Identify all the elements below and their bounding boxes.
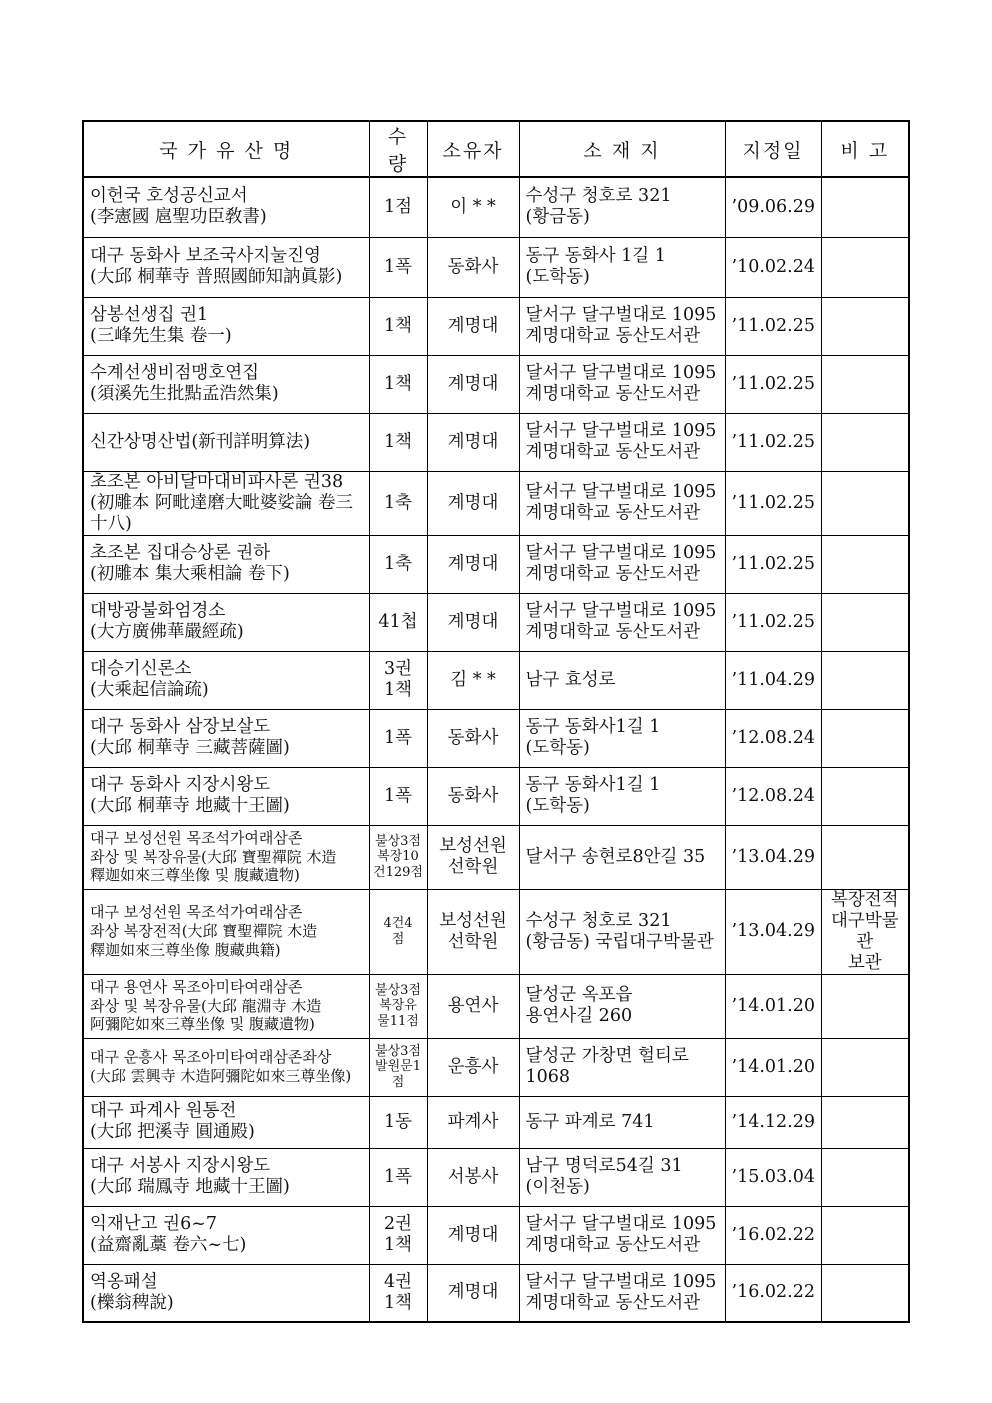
quantity-cell: 1폭: [369, 767, 427, 825]
location-cell: 달서구 달구벌대로 1095 계명대학교 동산도서관: [519, 593, 725, 651]
table-row: [83, 709, 909, 767]
heritage-name-cell: [83, 709, 369, 767]
header-quantity: 수 량: [369, 121, 427, 177]
quantity-cell: 불상3점 발원문1 점: [369, 1038, 427, 1096]
heritage-name-cell: [83, 355, 369, 413]
heritage-name-korean: 대승기신론소: [90, 659, 192, 679]
heritage-name-korean: 대구 운흥사 목조아미타여래삼존좌상: [90, 1048, 332, 1067]
heritage-name-hanja: 좌상 및 복장유물(大邱 龍淵寺 木造 阿彌陀如來三尊坐像 및 腹藏遺物): [90, 996, 322, 1034]
heritage-name-hanja: (初雕本 阿毗達磨大毗婆娑論 卷三十八): [90, 492, 353, 534]
heritage-name-hanja: (初雕本 集大乘相論 卷下): [90, 564, 290, 584]
quantity-cell: 1폭: [369, 237, 427, 297]
table-row: [83, 1096, 909, 1148]
quantity-cell: 41첩: [369, 593, 427, 651]
owner-cell: 동화사: [427, 237, 519, 297]
header-owner: 소유자: [427, 121, 519, 177]
quantity-cell: 1동: [369, 1096, 427, 1148]
location-cell: 수성구 청호로 321 (황금동) 국립대구박물관: [519, 889, 725, 974]
table-body: [83, 177, 909, 1322]
table-row: [83, 471, 909, 535]
table-row: [83, 297, 909, 355]
heritage-name-korean: 이헌국 호성공신교서: [90, 186, 248, 207]
note-cell: [821, 1096, 909, 1148]
owner-cell: 계명대: [427, 471, 519, 535]
designation-date-cell: ’16.02.22: [725, 1206, 821, 1264]
heritage-name-korean: 대방광불화엄경소: [90, 601, 226, 621]
heritage-name-cell: [83, 767, 369, 825]
heritage-name-cell: [83, 297, 369, 355]
table-row: [83, 974, 909, 1038]
table-row: [83, 1148, 909, 1206]
note-cell: [821, 651, 909, 709]
owner-cell: 보성선원 선학원: [427, 825, 519, 889]
heritage-name-cell: [83, 535, 369, 593]
table-row: [83, 593, 909, 651]
heritage-name-hanja: (櫟翁稗說): [90, 1292, 174, 1313]
heritage-name-cell: [83, 1096, 369, 1148]
note-cell: [821, 237, 909, 297]
note-cell: [821, 767, 909, 825]
header-row: [83, 121, 909, 177]
table-row: [83, 651, 909, 709]
heritage-name-hanja: (李憲國 扈聖功臣敎書): [90, 207, 267, 228]
location-cell: 달서구 달구벌대로 1095 계명대학교 동산도서관: [519, 413, 725, 471]
owner-cell: 파계사: [427, 1096, 519, 1148]
designation-date-cell: ’09.06.29: [725, 177, 821, 237]
location-cell: 달서구 달구벌대로 1095 계명대학교 동산도서관: [519, 535, 725, 593]
location-cell: 남구 효성로: [519, 651, 725, 709]
designation-date-cell: ’10.02.24: [725, 237, 821, 297]
location-cell: 달성군 가창면 헐티로 1068: [519, 1038, 725, 1096]
heritage-name-cell: [83, 974, 369, 1038]
location-cell: 달서구 달구벌대로 1095 계명대학교 동산도서관: [519, 1264, 725, 1322]
owner-cell: 서봉사: [427, 1148, 519, 1206]
designation-date-cell: ’11.02.25: [725, 413, 821, 471]
heritage-name-cell: [83, 1264, 369, 1322]
table-row: [83, 1264, 909, 1322]
heritage-name-korean: 대구 보성선원 목조석가여래삼존: [90, 903, 303, 922]
heritage-name-cell: [83, 471, 369, 535]
heritage-name-korean: 신간상명산법(新刊詳明算法): [90, 431, 311, 452]
heritage-name-hanja: (大方廣佛華嚴經疏): [90, 622, 244, 642]
location-cell: 동구 동화사 1길 1 (도학동): [519, 237, 725, 297]
owner-cell: 동화사: [427, 767, 519, 825]
quantity-cell: 불상3점 복장유 물11점: [369, 974, 427, 1038]
heritage-name-korean: 대구 동화사 보조국사지눌진영: [90, 246, 321, 266]
quantity-cell: 1축: [369, 471, 427, 535]
owner-cell: 계명대: [427, 355, 519, 413]
location-cell: 동구 동화사1길 1 (도학동): [519, 767, 725, 825]
location-cell: 동구 파계로 741: [519, 1096, 725, 1148]
table-row: [83, 825, 909, 889]
designation-date-cell: ’14.12.29: [725, 1096, 821, 1148]
quantity-cell: 1축: [369, 535, 427, 593]
quantity-cell: 4권 1책: [369, 1264, 427, 1322]
owner-cell: 계명대: [427, 297, 519, 355]
heritage-name-hanja: (益齋亂藁 卷六~七): [90, 1235, 247, 1255]
heritage-name-hanja: (須溪先生批點孟浩然集): [90, 384, 279, 404]
note-cell: [821, 413, 909, 471]
note-cell: [821, 974, 909, 1038]
note-cell: 복장전적 대구박물관 보관: [821, 889, 909, 974]
quantity-cell: 1폭: [369, 709, 427, 767]
heritage-name-korean: 대구 보성선원 목조석가여래삼존: [90, 828, 303, 847]
note-cell: [821, 355, 909, 413]
heritage-name-cell: [83, 1148, 369, 1206]
location-cell: 달서구 달구벌대로 1095 계명대학교 동산도서관: [519, 471, 725, 535]
owner-cell: 보성선원 선학원: [427, 889, 519, 974]
note-cell: [821, 1264, 909, 1322]
quantity-cell: 1책: [369, 413, 427, 471]
designation-date-cell: ’11.02.25: [725, 593, 821, 651]
quantity-cell: 1책: [369, 355, 427, 413]
note-cell: [821, 825, 909, 889]
location-cell: 달서구 달구벌대로 1095 계명대학교 동산도서관: [519, 297, 725, 355]
heritage-name-hanja: (三峰先生集 卷一): [90, 326, 232, 346]
note-cell: [821, 593, 909, 651]
heritage-name-korean: 삼봉선생집 권1: [90, 305, 209, 325]
heritage-table: [82, 120, 910, 1323]
heritage-name-korean: 수계선생비점맹호연집: [90, 363, 260, 383]
table-row: [83, 767, 909, 825]
owner-cell: 운흥사: [427, 1038, 519, 1096]
header-note: 비 고: [821, 121, 909, 177]
designation-date-cell: ’12.08.24: [725, 709, 821, 767]
designation-date-cell: ’11.02.25: [725, 297, 821, 355]
table-row: [83, 355, 909, 413]
designation-date-cell: ’15.03.04: [725, 1148, 821, 1206]
heritage-name-hanja: 좌상 복장전적(大邱 寶聖禪院 木造 釋迦如來三尊坐像 腹藏典籍): [90, 922, 318, 959]
heritage-name-hanja: (大邱 雲興寺 木造阿彌陀如來三尊坐像): [90, 1067, 352, 1085]
heritage-name-korean: 초조본 아비달마대비파사론 권38: [90, 471, 344, 492]
header-date: 지정일: [725, 121, 821, 177]
heritage-name-korean: 대구 파계사 원통전: [90, 1101, 237, 1121]
header-location: 소 재 지: [519, 121, 725, 177]
table-row: [83, 413, 909, 471]
heritage-name-hanja: (大邱 桐華寺 地藏十王圖): [90, 796, 290, 816]
note-cell: [821, 535, 909, 593]
quantity-cell: 2권 1책: [369, 1206, 427, 1264]
designation-date-cell: ’11.02.25: [725, 471, 821, 535]
heritage-name-korean: 대구 용연사 목조아미타여래삼존: [90, 977, 303, 996]
owner-cell: 계명대: [427, 593, 519, 651]
owner-cell: 동화사: [427, 709, 519, 767]
heritage-name-korean: 대구 동화사 지장시왕도: [90, 775, 271, 795]
quantity-cell: 3권 1책: [369, 651, 427, 709]
heritage-name-korean: 대구 서봉사 지장시왕도: [90, 1156, 271, 1176]
heritage-name-cell: [83, 825, 369, 889]
quantity-cell: 불상3점 복장10 건129점: [369, 825, 427, 889]
heritage-name-cell: [83, 593, 369, 651]
note-cell: [821, 297, 909, 355]
note-cell: [821, 1148, 909, 1206]
owner-cell: 이 * *: [427, 177, 519, 237]
heritage-name-cell: [83, 237, 369, 297]
designation-date-cell: ’14.01.20: [725, 1038, 821, 1096]
table-row: [83, 535, 909, 593]
heritage-name-korean: 초조본 집대승상론 권하: [90, 543, 271, 563]
header-name: 국 가 유 산 명: [83, 121, 369, 177]
note-cell: [821, 709, 909, 767]
heritage-name-cell: [83, 651, 369, 709]
designation-date-cell: ’11.04.29: [725, 651, 821, 709]
heritage-name-cell: [83, 177, 369, 237]
heritage-name-hanja: (大邱 把溪寺 圓通殿): [90, 1122, 255, 1142]
owner-cell: 계명대: [427, 1264, 519, 1322]
designation-date-cell: ’11.02.25: [725, 535, 821, 593]
note-cell: [821, 1038, 909, 1096]
heritage-name-korean: 익재난고 권6~7: [90, 1214, 218, 1234]
heritage-name-cell: [83, 1206, 369, 1264]
heritage-name-cell: [83, 413, 369, 471]
owner-cell: 계명대: [427, 535, 519, 593]
location-cell: 달서구 달구벌대로 1095 계명대학교 동산도서관: [519, 1206, 725, 1264]
quantity-cell: 1점: [369, 177, 427, 237]
designation-date-cell: ’16.02.22: [725, 1264, 821, 1322]
note-cell: [821, 471, 909, 535]
owner-cell: 용연사: [427, 974, 519, 1038]
note-cell: [821, 177, 909, 237]
table-row: [83, 889, 909, 974]
heritage-name-korean: 대구 동화사 삼장보살도: [90, 717, 271, 737]
owner-cell: 계명대: [427, 413, 519, 471]
heritage-name-cell: [83, 889, 369, 974]
heritage-name-cell: [83, 1038, 369, 1096]
designation-date-cell: ’12.08.24: [725, 767, 821, 825]
table-row: [83, 237, 909, 297]
heritage-name-hanja: (大邱 桐華寺 三藏菩薩圖): [90, 738, 290, 758]
designation-date-cell: ’13.04.29: [725, 825, 821, 889]
location-cell: 수성구 청호로 321 (황금동): [519, 177, 725, 237]
quantity-cell: 1폭: [369, 1148, 427, 1206]
note-cell: [821, 1206, 909, 1264]
table-row: [83, 177, 909, 237]
owner-cell: 계명대: [427, 1206, 519, 1264]
location-cell: 동구 동화사1길 1 (도학동): [519, 709, 725, 767]
location-cell: 남구 명덕로54길 31 (이천동): [519, 1148, 725, 1206]
table-row: [83, 1038, 909, 1096]
designation-date-cell: ’11.02.25: [725, 355, 821, 413]
heritage-name-hanja: (大乘起信論疏): [90, 680, 209, 700]
heritage-name-korean: 역옹패설: [90, 1271, 158, 1292]
location-cell: 달서구 송현로8안길 35: [519, 825, 725, 889]
quantity-cell: 4건4 점: [369, 889, 427, 974]
heritage-name-hanja: (大邱 桐華寺 普照國師知訥眞影): [90, 267, 343, 287]
location-cell: 달성군 옥포읍 용연사길 260: [519, 974, 725, 1038]
heritage-name-hanja: (大邱 瑞鳳寺 地藏十王圖): [90, 1177, 290, 1197]
heritage-name-hanja: 좌상 및 복장유물(大邱 寶聖禪院 木造 釋迦如來三尊坐像 및 腹藏遺物): [90, 847, 337, 885]
designation-date-cell: ’14.01.20: [725, 974, 821, 1038]
owner-cell: 김 * *: [427, 651, 519, 709]
table-row: [83, 1206, 909, 1264]
quantity-cell: 1책: [369, 297, 427, 355]
designation-date-cell: ’13.04.29: [725, 889, 821, 974]
location-cell: 달서구 달구벌대로 1095 계명대학교 동산도서관: [519, 355, 725, 413]
